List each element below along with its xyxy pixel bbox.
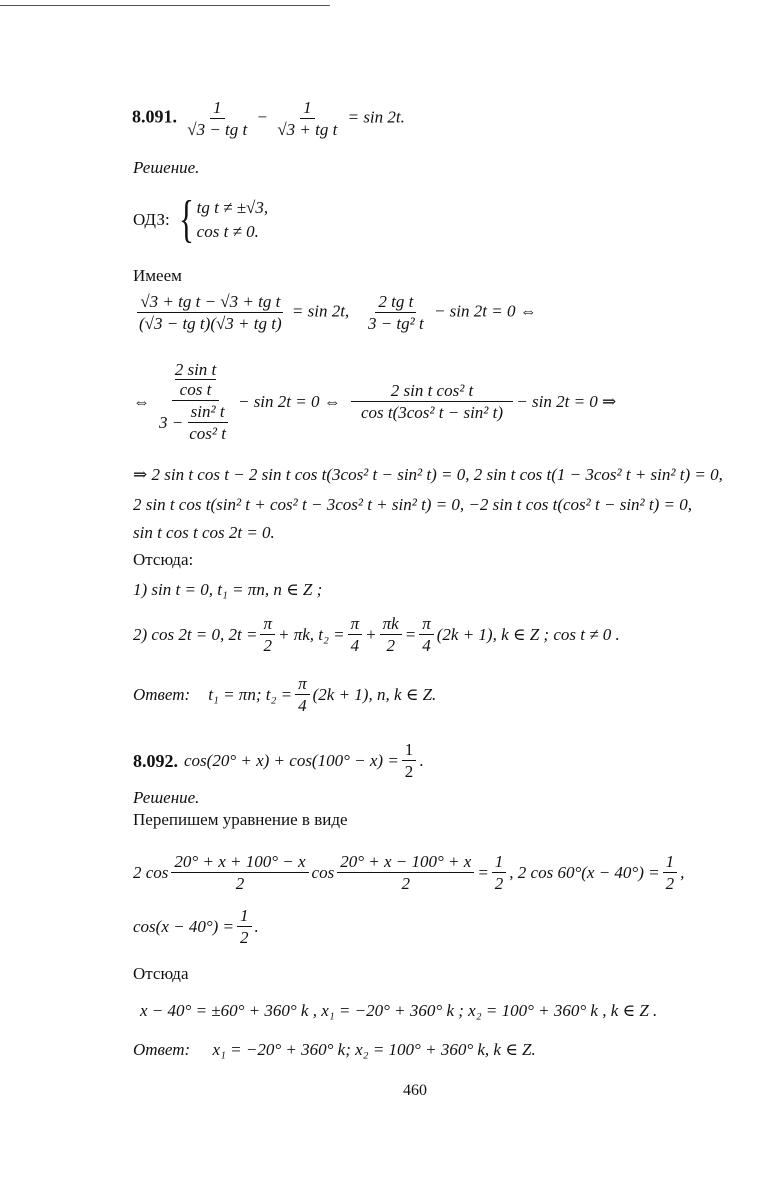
equation-1: $\frac{\text{√3 + tg t − √3 + tg t}}{\text{(√3 − tg t)(√3 + tg t)}}$ = sin 2t, $\frac{\text{2 tg t}}{\text{3 − tg² t}}$ − sin 2t = 0 ⇔ (133, 292, 537, 333)
fraction: $\frac{1}{\text{√3 − tg t}}$ (187, 98, 248, 139)
answer-1: Ответ: t₁ = πn; t₂ = $\frac{\pi}{4}$ (2k + 1), n, k ∈ Z. (133, 674, 437, 715)
otsyuda-2: Отсюда (133, 964, 189, 983)
equation-8: x − 40° = ±60° + 360° k , x₁ = −20° + 360° k ; x₂ = 100° + 360° k , k ∈ Z . (140, 1001, 658, 1020)
fraction: $\frac{20^\circ + x + 100^\circ - x}{2}$ (171, 852, 308, 893)
answer-label: Ответ: (133, 684, 191, 704)
odz-line-1: tg t ≠ ±√3, (196, 198, 269, 217)
answer-2: Ответ: x₁ = −20° + 360° k; x₂ = 100° + 360° k, k ∈ Z. (133, 1040, 536, 1059)
equation-5: sin t cos t cos 2t = 0. (133, 523, 275, 542)
fraction: $\frac{\pi}{4}$ (295, 674, 310, 715)
fraction: 2 sin t cos t 3 − $\frac{\text{sin² t}}{\text{cos² t}}$ (159, 360, 226, 443)
odz-label: ОДЗ: (133, 210, 170, 229)
otsyuda-1: Отсюда: (133, 550, 194, 569)
odz-system (133, 191, 269, 248)
problem-number: 8.092. (133, 750, 178, 771)
page-number: 460 (403, 1082, 427, 1099)
fraction: $\frac{\text{√3 + tg t − √3 + tg t}}{\text{(√3 − tg t)(√3 + tg t)}}$ (139, 292, 282, 333)
fraction: $\frac{\pi}{2}$ (260, 614, 275, 655)
problem-number: 8.091. (132, 106, 177, 127)
imeem-text: Имеем (133, 266, 182, 285)
fraction: $\frac{1}{2}$ (237, 906, 252, 947)
answer-label: Ответ: (133, 1040, 191, 1059)
rewrite-text: Перепишем уравнение в виде (133, 810, 348, 829)
equation-6: 2 cos $\frac{20^\circ + x + 100^\circ - x}{2}$ cos $\frac{20^\circ + x - 100^\circ + x}{2}$ = $\frac{1}{2}$ , 2 cos 60°(x − 40°) = $\frac{1}{2}$ , (133, 852, 685, 893)
fraction: $\frac{\text{2 sin t cos² t}}{\text{cos t(3cos² t − sin² t)}}$ (351, 381, 514, 422)
equation-2: ⇔ 2 sin t cos t 3 − $\frac{\text{sin² t}}{\text{cos² t}}$ − sin 2t = 0 ⇔ $\frac{\text{2 sin t cos² t}}{\text{cos t(3cos² t − sin² t)}}$ − sin 2t = 0 ⇒ (133, 360, 617, 443)
odz-line-2: cos t ≠ 0. (196, 222, 259, 241)
fraction: $\frac{20^\circ + x - 100^\circ + x}{2}$ (337, 852, 474, 893)
problem-8092: 8.092. cos(20° + x) + cos(100° − x) = $\frac{1}{2}$ . (133, 740, 424, 781)
equation-7: cos(x − 40°) = $\frac{1}{2}$ . (133, 906, 259, 947)
fraction: $\frac{1}{\text{√3 + tg t}}$ (277, 98, 338, 139)
case-2: 2) cos 2t = 0, 2t = $\frac{\pi}{2}$ + πk, t₂ = $\frac{\pi}{4}$ + $\frac{\pi k}{2}$ = $\frac{\pi}{4}$ (2k + 1), k ∈ Z ; cos t ≠ 0 . (133, 614, 620, 655)
solution-heading-1: Решение. (133, 158, 200, 177)
fraction: $\frac{\pi}{4}$ (348, 614, 363, 655)
problem-8091: 8.091. $\frac{1}{\text{√3 − tg t}}$ − $\frac{1}{\text{√3 + tg t}}$ = sin 2t. (132, 98, 405, 139)
solution-heading-2: Решение. (133, 788, 200, 807)
equation-3: ⇒ 2 sin t cos t − 2 sin t cos t(3cos² t − sin² t) = 0, 2 sin t cos t(1 − 3cos² t + sin² t) = 0, (133, 465, 723, 484)
fraction: $\frac{1}{2}$ (663, 852, 678, 893)
case-1: 1) sin t = 0, t₁ = πn, n ∈ Z ; (133, 580, 323, 599)
fraction: $\frac{\pi}{4}$ (419, 614, 434, 655)
fraction: $\frac{\text{2 tg t}}{\text{3 − tg² t}}$ (367, 292, 424, 333)
fraction: $\frac{1}{2}$ (402, 740, 417, 781)
fraction: $\frac{\pi k}{2}$ (380, 614, 402, 655)
fraction: $\frac{1}{2}$ (492, 852, 507, 893)
equation-4: 2 sin t cos t(sin² t + cos² t − 3cos² t + sin² t) = 0, −2 sin t cos t(cos² t − sin² t) = 0, (133, 495, 693, 514)
left-brace: { (178, 191, 194, 248)
top-rule (0, 5, 330, 6)
